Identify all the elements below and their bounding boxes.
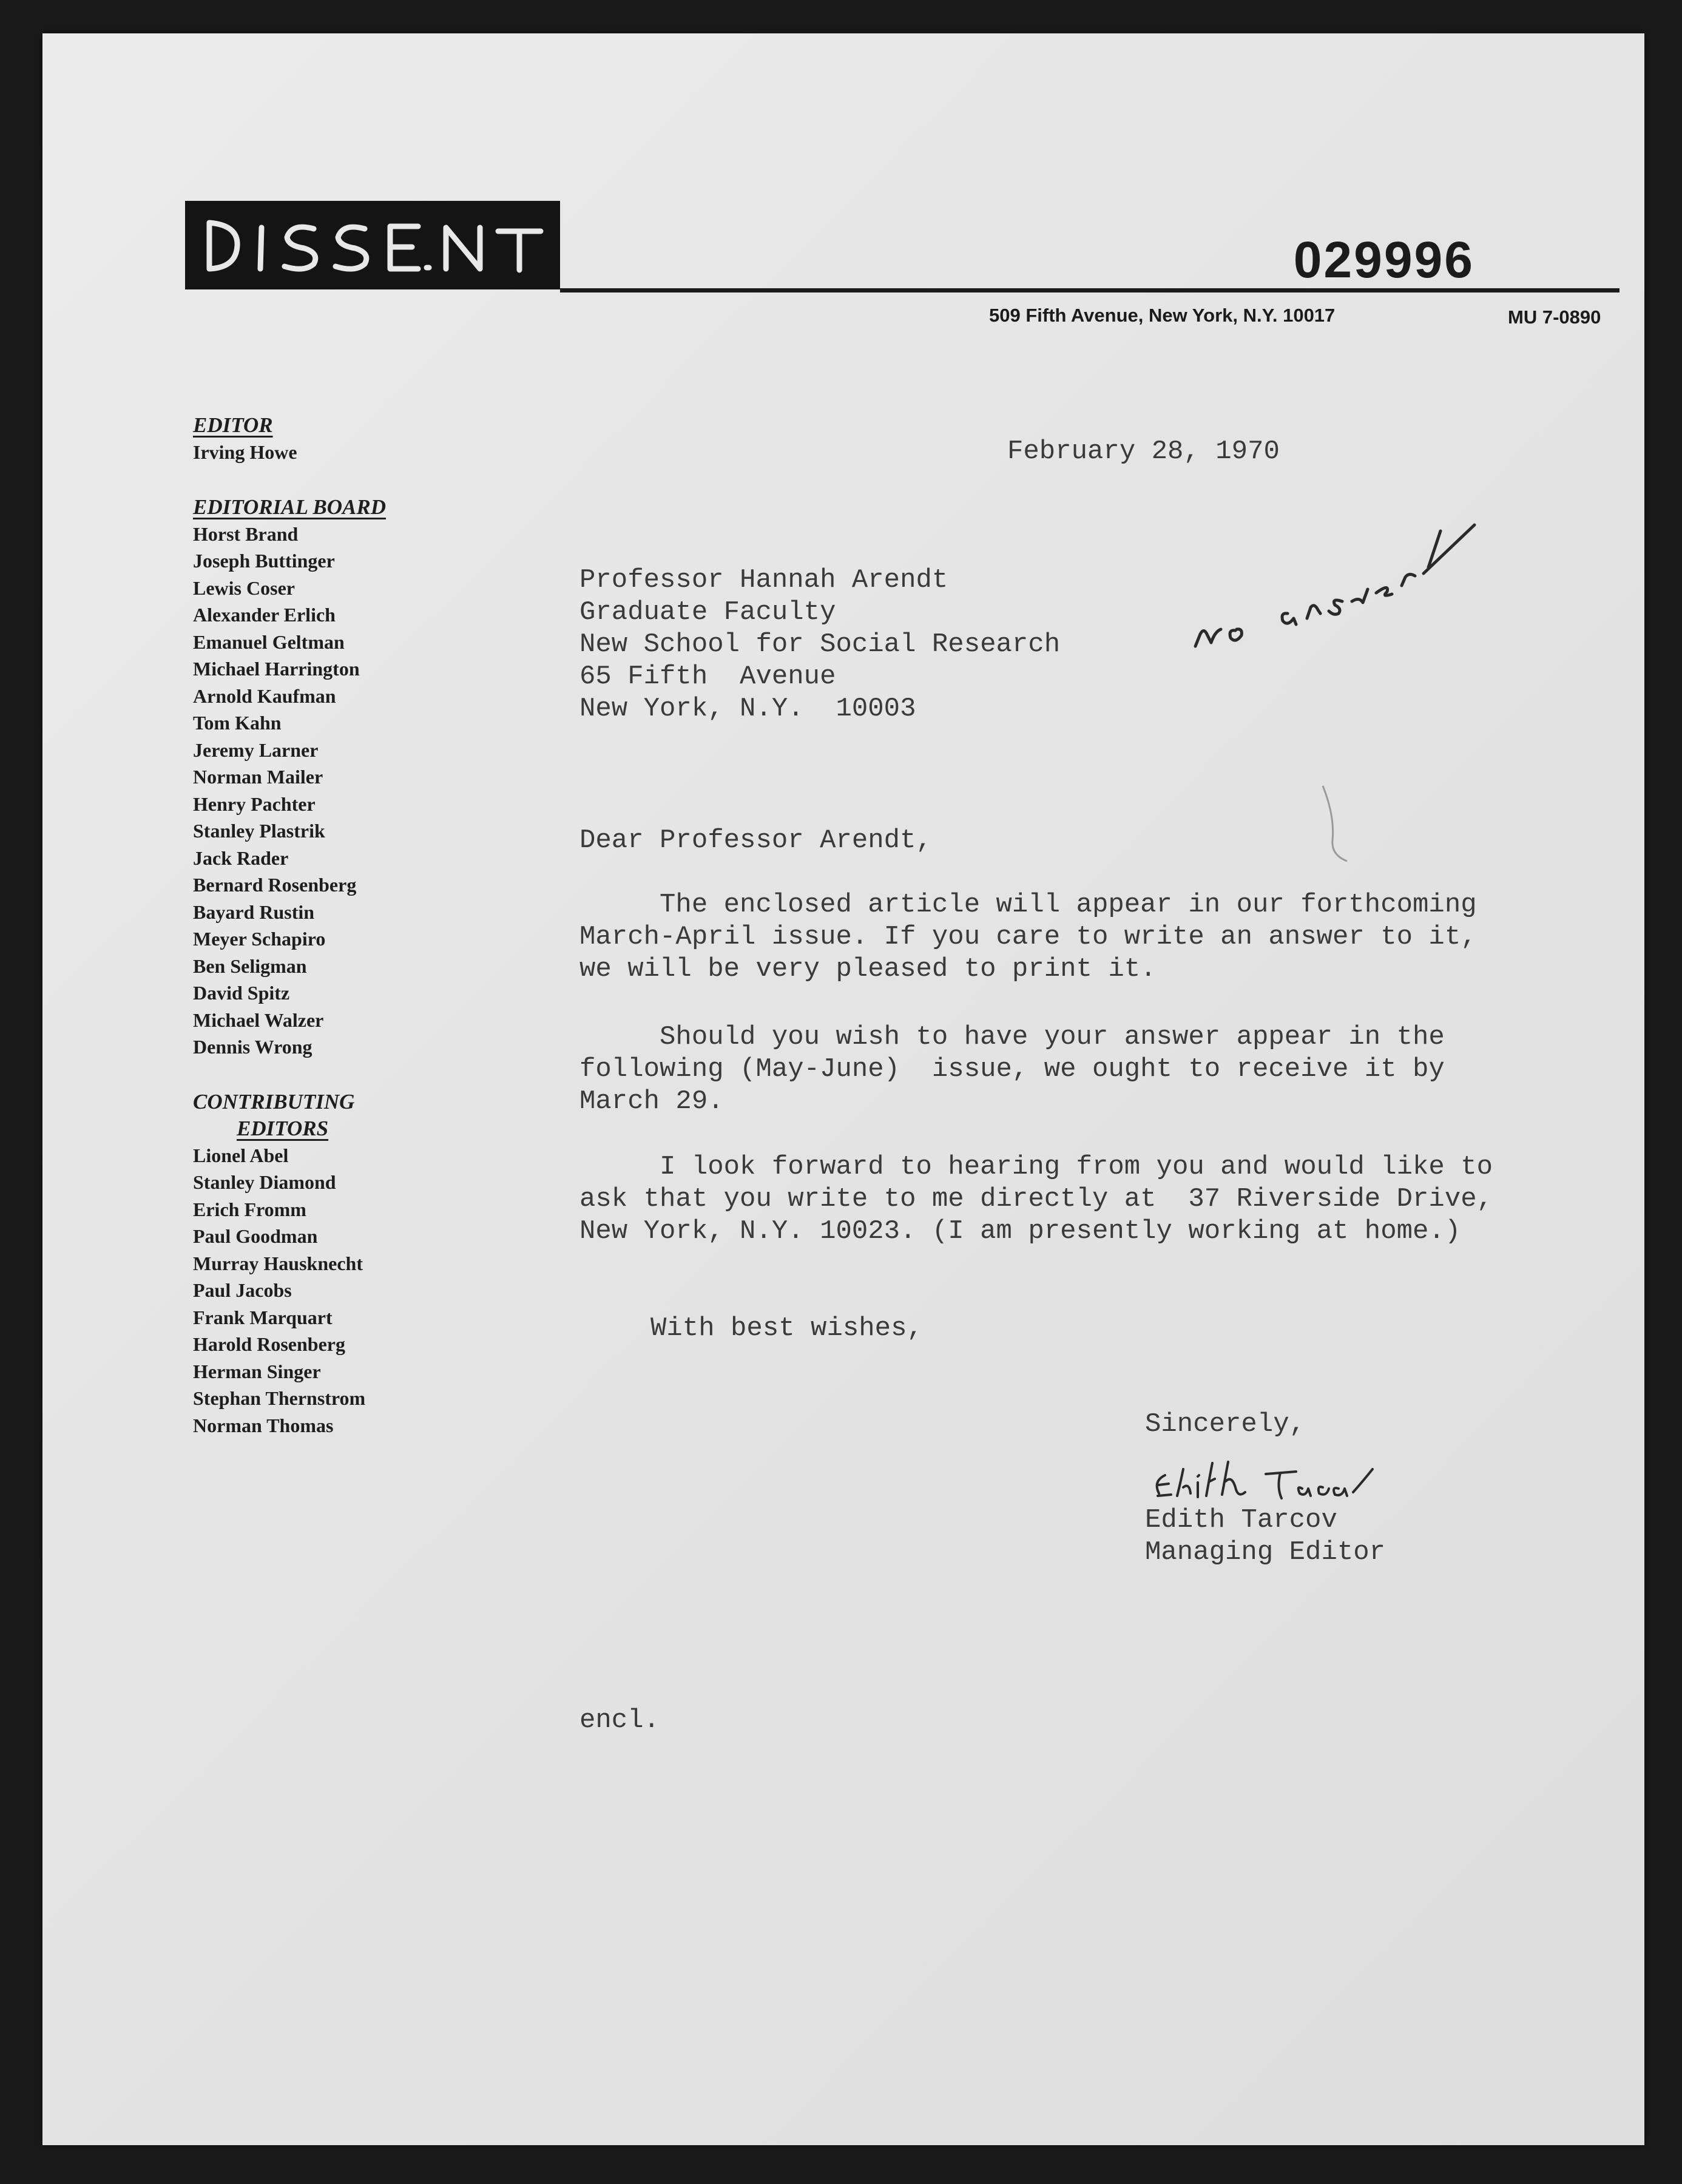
body-paragraph-3: I look forward to hearing from you and would like to ask that you write to me directly at 37 Riverside Drive, New York, N.Y. 10023. (I am presently working at home.) — [579, 1152, 1493, 1246]
staff-list — [193, 412, 448, 1439]
contributing-editors-list — [193, 1142, 448, 1439]
masthead-rule — [560, 288, 1620, 292]
signer-block — [1145, 1504, 1385, 1569]
editor-heading: EDITOR — [193, 413, 273, 437]
staff-member: Arnold Kaufman — [193, 685, 336, 707]
handwritten-signature — [1147, 1445, 1390, 1512]
editor-name: Irving Howe — [193, 441, 297, 463]
document-number: 029996 — [1293, 231, 1474, 288]
sign-off: Sincerely, — [1145, 1409, 1306, 1439]
editorial-board-list — [193, 521, 448, 1061]
closing-line: With best wishes, — [650, 1313, 923, 1344]
staff-member: Joseph Buttinger — [193, 550, 335, 572]
staff-member: Meyer Schapiro — [193, 928, 326, 950]
staff-member: Lewis Coser — [193, 576, 295, 599]
handwritten-annotation — [1183, 495, 1523, 664]
staff-member: Emanuel Geltman — [193, 631, 345, 653]
staff-member: Horst Brand — [193, 522, 299, 545]
body-paragraph-1: The enclosed article will appear in our forthcoming March-April issue. If you care to write an answer to it, we will be very pleased to print it. — [579, 890, 1477, 984]
staff-member: Herman Singer — [193, 1360, 321, 1382]
editorial-board-heading: EDITORIAL BOARD — [193, 495, 386, 519]
body-paragraph-2: Should you wish to have your answer appear in the following (May-June) issue, we ought to receive it by March 29. — [579, 1022, 1445, 1117]
staff-member: Harold Rosenberg — [193, 1333, 345, 1355]
salutation: Dear Professor Arendt, — [579, 825, 932, 856]
recipient-address: Professor Hannah Arendt Graduate Faculty New School for Social Research 65 Fifth Avenue New York, N.Y. 10003 — [579, 565, 1061, 724]
staff-member: Paul Jacobs — [193, 1279, 292, 1301]
staff-member: David Spitz — [193, 982, 290, 1004]
staff-member: Bernard Rosenberg — [193, 874, 357, 896]
dissent-logo-lettering — [185, 201, 560, 289]
staff-member: Murray Hausknecht — [193, 1252, 363, 1274]
letter-page — [42, 33, 1644, 2145]
staff-member: Michael Walzer — [193, 1009, 324, 1031]
staff-member: Norman Mailer — [193, 766, 323, 788]
staff-member: Paul Goodman — [193, 1225, 318, 1247]
staff-member: Dennis Wrong — [193, 1036, 312, 1058]
signer-title: Managing Editor — [1145, 1537, 1386, 1567]
staff-member: Jack Rader — [193, 847, 289, 869]
staff-member: Erich Fromm — [193, 1198, 306, 1220]
staff-member: Tom Kahn — [193, 712, 282, 734]
staff-member: Norman Thomas — [193, 1414, 334, 1436]
dissent-logo — [185, 201, 560, 289]
staff-member: Stephan Thernstrom — [193, 1387, 366, 1409]
staff-member: Henry Pachter — [193, 793, 316, 815]
staff-member: Michael Harrington — [193, 658, 360, 680]
contributing-heading: CONTRIBUTING — [193, 1089, 355, 1114]
staff-member: Stanley Diamond — [193, 1171, 336, 1193]
staff-member: Frank Marquart — [193, 1306, 333, 1328]
contributing-heading-editors: EDITORS — [237, 1116, 329, 1140]
staff-member: Stanley Plastrik — [193, 820, 325, 842]
masthead-address: 509 Fifth Avenue, New York, N.Y. 10017 — [989, 305, 1336, 326]
staff-member: Ben Seligman — [193, 955, 307, 977]
masthead-phone: MU 7-0890 — [1508, 306, 1601, 328]
staff-member: Bayard Rustin — [193, 901, 315, 923]
enclosure-note: encl. — [579, 1705, 660, 1736]
letter-date: February 28, 1970 — [1007, 436, 1280, 467]
stray-pencil-mark — [1317, 780, 1353, 865]
staff-member: Jeremy Larner — [193, 739, 319, 761]
staff-member: Alexander Erlich — [193, 604, 336, 626]
signer-name: Edith Tarcov — [1145, 1505, 1337, 1535]
staff-member: Lionel Abel — [193, 1144, 289, 1166]
